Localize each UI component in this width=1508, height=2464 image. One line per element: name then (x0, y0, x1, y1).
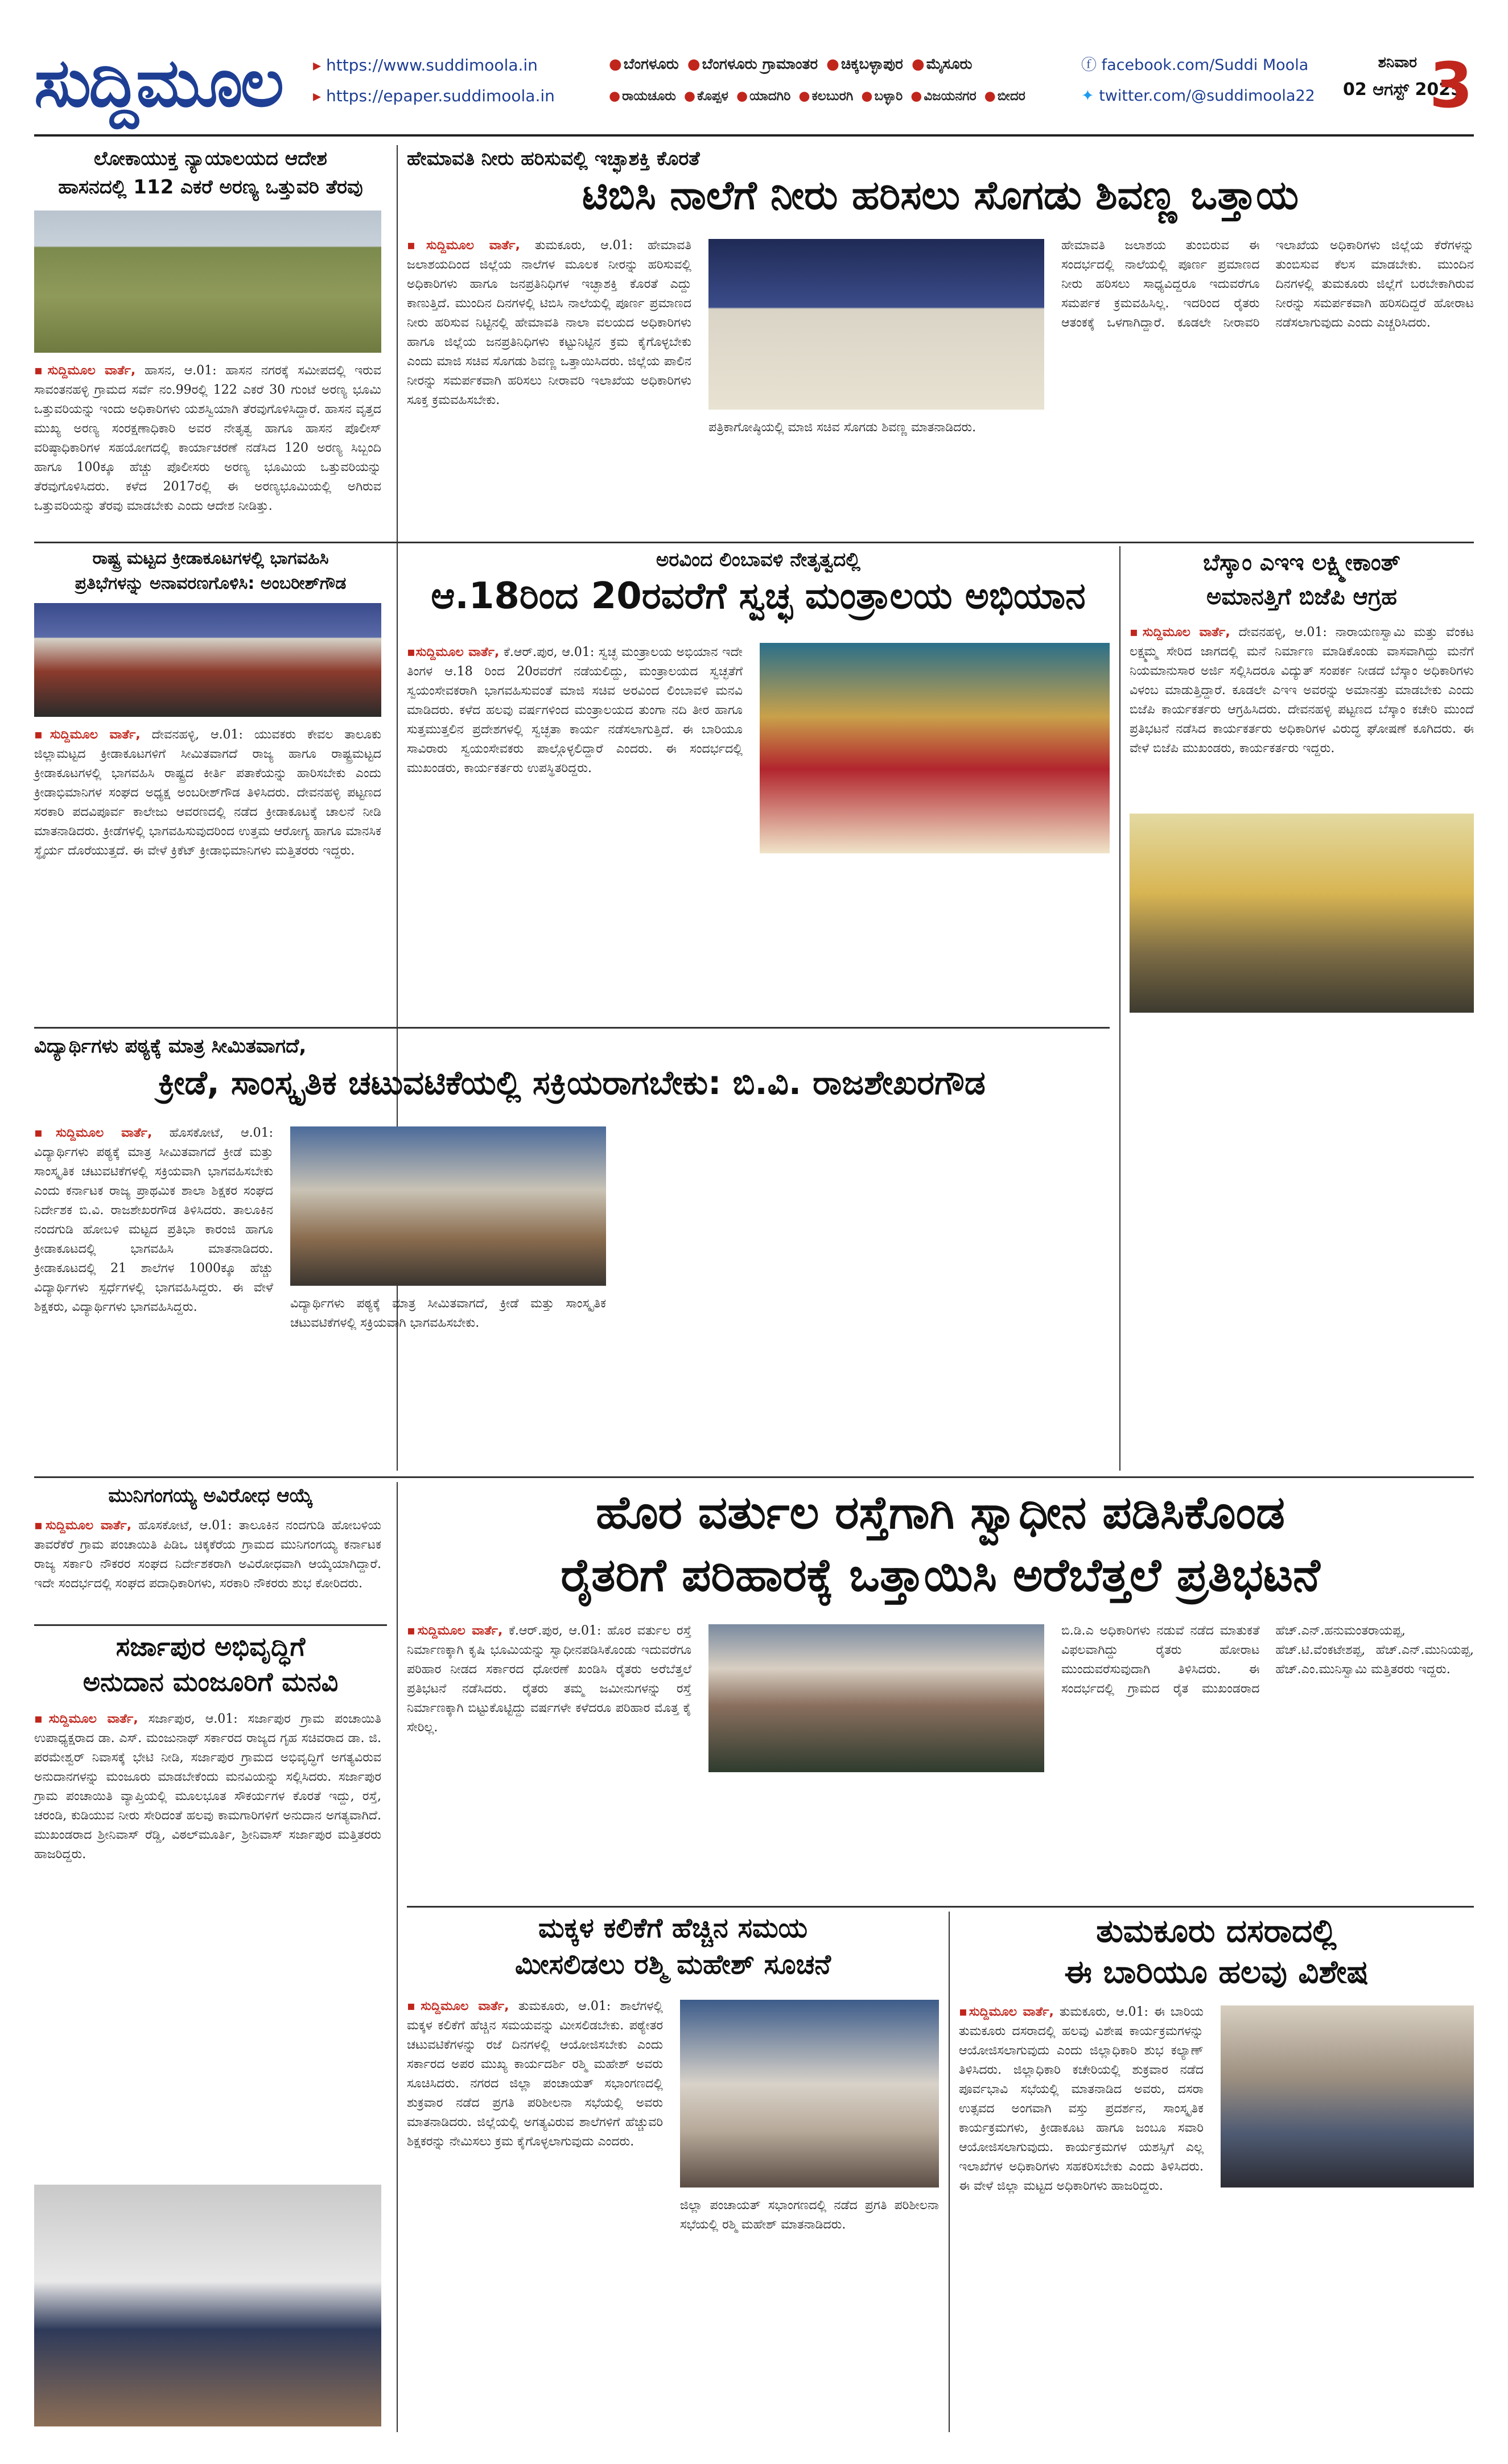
article-body: ▪ಸುದ್ದಿಮೂಲ ವಾರ್ತೆ, ತುಮಕೂರು, ಆ.01: ಹೇಮಾವತಿ ಜಲಾಶಯದಿಂದ ಜಿಲ್ಲೆಯ ನಾಲೆಗಳ ಮೂಲಕ ನೀರನ್ನು ಹರಿಸುವಲ್ಲಿ ಅಧಿಕಾರಿಗಳು ಹಾಗೂ ಜನಪ್ರತಿನಿಧಿಗಳ ಇಚ್ಛಾಶಕ್ತಿ ಕೊರತೆ ಎದ್ದು ಕಾಣುತ್ತಿದೆ. ಮುಂದಿನ ದಿನಗಳಲ್ಲಿ ಟಿಬಿಸಿ ನಾಲೆಯಲ್ಲಿ ಪೂರ್ಣ ಪ್ರಮಾಣದ ನೀರು ಹರಿಸುವ ನಿಟ್ಟಿನಲ್ಲಿ ಹೇಮಾವತಿ ನಾಲಾ ವಲಯದ ಅಧಿಕಾರಿಗಳು ಹಾಗೂ ಜಿಲ್ಲೆಯ ಜನಪ್ರತಿನಿಧಿಗಳು ಕಟ್ಟುನಿಟ್ಟಿನ ಕ್ರಮ ಕೈಗೊಳ್ಳಬೇಕು ಎಂದು ಮಾಜಿ ಸಚಿವ ಸೊಗಡು ಶಿವಣ್ಣ ಒತ್ತಾಯಿಸಿದರು. ಜಿಲ್ಲೆಯ ಪಾಲಿನ ನೀರನ್ನು ಸಮರ್ಪಕವಾಗಿ ಹರಿಸಲು ನೀರಾವರಿ ಇಲಾಖೆಯ ಅಧಿಕಾರಿಗಳು ಸೂಕ್ತ ಕ್ರಮವಹಿಸಬೇಕು. (407, 238, 691, 407)
page-number: 3 (1429, 49, 1473, 122)
article-title[interactable]: ಅಮಾನತ್ತಿಗೆ ಬಿಜೆಪಿ ಆಗ್ರಹ (1206, 584, 1397, 610)
bullet-icon: ● (984, 89, 996, 104)
article-body: ▪ಸುದ್ದಿಮೂಲ ವಾರ್ತೆ, ಕೆ.ಆರ್.ಪುರ, ಆ.01: ಹೊರ ವರ್ತುಲ ರಸ್ತೆ ನಿರ್ಮಾಣಕ್ಕಾಗಿ ಕೃಷಿ ಭೂಮಿಯನ್ನು ಸ್ವಾಧೀನಪಡಿಸಿಕೊಂಡು ಇದುವರೆಗೂ ಪರಿಹಾರ ನೀಡದ ಸರ್ಕಾರದ ಧೋರಣೆ ಖಂಡಿಸಿ ರೈತರು ಅರೆಬೆತ್ತಲೆ ಪ್ರತಿಭಟನೆ ನಡೆಸಿದರು. ರೈತರು ತಮ್ಮ ಜಮೀನುಗಳನ್ನು ರಸ್ತೆ ನಿರ್ಮಾಣಕ್ಕಾಗಿ ಬಿಟ್ಟುಕೊಟ್ಟಿದ್ದು ವರ್ಷಗಳೇ ಕಳೆದರೂ ಪರಿಹಾರ ಮೊತ್ತ ಕೈ ಸೇರಿಲ್ಲ. (407, 1624, 691, 1735)
article-ring-road (407, 1482, 1474, 1900)
article-sarjapura (34, 1630, 387, 2432)
article-photo (1221, 2005, 1474, 2188)
article-photo-caption: ಪತ್ರಿಕಾಗೋಷ್ಠಿಯಲ್ಲಿ ಮಾಜಿ ಸಚಿವ ಸೊಗಡು ಶಿವಣ್ಣ ಮಾತನಾಡಿದರು. (708, 420, 977, 435)
column-divider (397, 1482, 398, 2432)
issue-day: ಶನಿವಾರ (1378, 54, 1417, 71)
bullet-icon: ● (687, 56, 701, 73)
city-item[interactable]: ● ಬೆಂಗಳೂರು (609, 56, 679, 73)
article-title[interactable]: ಬೆಸ್ಕಾಂ ಎಇಇ ಲಕ್ಷ್ಮೀಕಾಂತ್ (1203, 550, 1400, 576)
bullet-icon: ● (861, 89, 873, 104)
article-cleanliness (407, 546, 1110, 1021)
article-photo-caption: ವಿದ್ಯಾರ್ಥಿಗಳು ಪಠ್ಯಕ್ಕೆ ಮಾತ್ರ ಸೀಮಿತವಾಗದೆ, ಕ್ರೀಡೆ ಮತ್ತು ಸಾಂಸ್ಕೃತಿಕ ಚಟುವಟಿಕೆಗಳಲ್ಲಿ ಸಕ್ರಿಯವಾಗಿ ಭಾಗವಹಿಸಬೇಕು. (290, 1297, 606, 1330)
article-body: ▪ಸುದ್ದಿಮೂಲ ವಾರ್ತೆ, ದೇವನಹಳ್ಳಿ, ಆ.01: ನಾರಾಯಣಸ್ವಾಮಿ ಮತ್ತು ವೆಂಕಟ ಲಕ್ಷ್ಮಮ್ಮ ಸೇರಿದ ಜಾಗದಲ್ಲಿ ಮನೆ ನಿರ್ಮಾಣ ಮಾಡಿಕೊಂಡು ವಾಸವಾಗಿದ್ದು ಮನೆಗೆ ನಿಯಮಾನುಸಾರ ಅರ್ಜಿ ಸಲ್ಲಿಸಿದರೂ ವಿದ್ಯುತ್ ಸಂಪರ್ಕ ನೀಡದೆ ಬೆಸ್ಕಾಂ ಅಧಿಕಾರಿಗಳು ವಿಳಂಬ ಮಾಡುತ್ತಿದ್ದಾರೆ. ಕೂಡಲೇ ಎಇಇ ಅವರನ್ನು ಅಮಾನತ್ತು ಮಾಡಬೇಕು ಎಂದು ಬಿಜೆಪಿ ಕಾರ್ಯಕರ್ತರು ಆಗ್ರಹಿಸಿದರು. ದೇವನಹಳ್ಳಿ ಪಟ್ಟಣದ ಬೆಸ್ಕಾಂ ಕಚೇರಿ ಮುಂದೆ ಪ್ರತಿಭಟನೆ ನಡೆಸಿದ ಕಾರ್ಯಕರ್ತರು ಅಧಿಕಾರಿಗಳ ವಿರುದ್ಧ ಘೋಷಣೆ ಕೂಗಿದರು. ಈ ವೇಳೆ ಬಿಜೆಪಿ ಮುಖಂಡರು, ಕಾರ್ಯಕರ್ತರು ಇದ್ದರು. (1130, 625, 1474, 756)
article-body: ▪ಸುದ್ದಿಮೂಲ ವಾರ್ತೆ, ಸರ್ಜಾಪುರ, ಆ.01: ಸರ್ಜಾಪುರ ಗ್ರಾಮ ಪಂಚಾಯಿತಿ ಉಪಾಧ್ಯಕ್ಷರಾದ ಡಾ. ಎಸ್. ಮಂಜುನಾಥ್ ಸರ್ಕಾರದ ರಾಜ್ಯದ ಗೃಹ ಸಚಿವರಾದ ಡಾ. ಜಿ. ಪರಮೇಶ್ವರ್ ನಿವಾಸಕ್ಕೆ ಭೇಟಿ ನೀಡಿ, ಸರ್ಜಾಪುರ ಗ್ರಾಮದ ಅಭಿವೃದ್ಧಿಗೆ ಅಗತ್ಯವಿರುವ ಅನುದಾನಗಳನ್ನು ಮಂಜೂರು ಮಾಡಬೇಕೆಂದು ಮನವಿಯನ್ನು ಸಲ್ಲಿಸಿದರು. ಸರ್ಜಾಪುರ ಗ್ರಾಮ ಪಂಚಾಯಿತಿ ವ್ಯಾಪ್ತಿಯಲ್ಲಿ ಮೂಲಭೂತ ಸೌಕರ್ಯಗಳ ಕೊರತೆ ಇದ್ದು, ರಸ್ತೆ, ಚರಂಡಿ, ಕುಡಿಯುವ ನೀರು ಸೇರಿದಂತೆ ಹಲವು ಕಾಮಗಾರಿಗಳಿಗೆ ಅನುದಾನ ಅಗತ್ಯವಾಗಿದೆ. ಮುಖಂಡರಾದ ಶ್ರೀನಿವಾಸ್ ರೆಡ್ಡಿ, ವಿಠಲ್‌ಮೂರ್ತಿ, ಶ್ರೀನಿವಾಸ್ ಸರ್ಜಾಪುರ ಮತ್ತಿತರರು ಹಾಜರಿದ್ದರು. (34, 1712, 382, 1862)
article-title[interactable]: ಅನುದಾನ ಮಂಜೂರಿಗೆ ಮನವಿ (83, 1666, 339, 1697)
article-dasara (959, 1912, 1474, 2432)
column-divider (949, 1912, 950, 2432)
section-divider (34, 1476, 1474, 1478)
article-photo (34, 211, 381, 353)
article-body-continued (623, 1124, 1110, 1465)
section-divider (34, 1624, 387, 1626)
article-children (407, 1912, 939, 2432)
byline: ▪ಸುದ್ದಿಮೂಲ ವಾರ್ತೆ, (34, 1126, 153, 1140)
article-body-continued (1130, 1021, 1474, 1465)
masthead (34, 23, 1474, 137)
article-body: ▪ಸುದ್ದಿಮೂಲ ವಾರ್ತೆ, ಹಾಸನ, ಆ.01: ಹಾಸನ ನಗರಕ್ಕೆ ಸಮೀಪದಲ್ಲಿ ಇರುವ ಸಾವಂತನಹಳ್ಳಿ ಗ್ರಾಮದ ಸರ್ವೆ ನಂ.99ರಲ್ಲಿ 122 ಎಕರೆ 30 ಗುಂಟೆ ಅರಣ್ಯ ಭೂಮಿ ಒತ್ತುವರಿಯನ್ನು ಇಂದು ಅಧಿಕಾರಿಗಳು ಯಶಸ್ವಿಯಾಗಿ ತೆರವುಗೊಳಿಸಿದ್ದಾರೆ. ಹಾಸನ ವೃತ್ತದ ಮುಖ್ಯ ಅರಣ್ಯ ಸಂರಕ್ಷಣಾಧಿಕಾರಿ ಅವರ ನೇತೃತ್ವ ಹಾಗೂ ಹಾಸನ ಪೊಲೀಸ್ ವರಿಷ್ಠಾಧಿಕಾರಿಗಳ ಸಹಯೋಗದಲ್ಲಿ ಕಾರ್ಯಾಚರಣೆ ನಡೆಸಿದ 120 ಅರಣ್ಯ ಸಿಬ್ಬಂದಿ ಹಾಗೂ 100ಕ್ಕೂ ಹೆಚ್ಚು ಪೊಲೀಸರು ಅರಣ್ಯ ಭೂಮಿಯ ಒತ್ತುವರಿಯನ್ನು ತೆರವುಗೊಳಿಸಿದರು. ಕಳೆದ 2017ರಲ್ಲಿ ಈ ಅರಣ್ಯಭೂಮಿಯಲ್ಲಿ ಅಗಿರುವ ಒತ್ತುವರಿಯನ್ನು ತೆರವು ಮಾಡಬೇಕು ಎಂದು ಆದೇಶ ನೀಡಿತ್ತು. (34, 364, 382, 513)
article-title[interactable]: ಮುನಿಗಂಗಯ್ಯ ಅವಿರೋಧ ಆಯ್ಕೆ (108, 1484, 313, 1507)
article-title[interactable]: ತುಮಕೂರು ದಸರಾದಲ್ಲಿ (1096, 1913, 1337, 1950)
article-photo (708, 1624, 1044, 1772)
article-body-continued: ಹೇಮಾವತಿ ಜಲಾಶಯ ತುಂಬಿರುವ ಈ ಸಂದರ್ಭದಲ್ಲಿ ನಾಲೆಯಲ್ಲಿ ಪೂರ್ಣ ಪ್ರಮಾಣದ ನೀರು ಹರಿಸಲು ಸಾಧ್ಯವಿದ್ದರೂ ಇದುವರೆಗೂ ಸಮರ್ಪಕ ಕ್ರಮವಹಿಸಿಲ್ಲ. ಇದರಿಂದ ರೈತರು ಆತಂಕಕ್ಕೆ ಒಳಗಾಗಿದ್ದಾರೆ. ಕೂಡಲೇ ನೀರಾವರಿ ಇಲಾಖೆಯ ಅಧಿಕಾರಿಗಳು ಜಿಲ್ಲೆಯ ಕೆರೆಗಳನ್ನು ತುಂಬಿಸುವ ಕೆಲಸ ಮಾಡಬೇಕು. ಮುಂದಿನ ದಿನಗಳಲ್ಲಿ ತುಮಕೂರು ಜಿಲ್ಲೆಗೆ ಬರಬೇಕಾಗಿರುವ ನೀರನ್ನು ಸಮರ್ಪಕವಾಗಿ ಹರಿಸದಿದ್ದರೆ ಹೋರಾಟ ನಡೆಸಲಾಗುವುದು ಎಂದು ಎಚ್ಚರಿಸಿದರು. (1061, 238, 1474, 330)
article-title[interactable]: ಟಿಬಿಸಿ ನಾಲೆಗೆ ನೀರು ಹರಿಸಲು ಸೊಗಡು ಶಿವಣ್ಣ ಒತ್ತಾಯ (582, 172, 1299, 218)
cities-row-2 (609, 80, 1076, 112)
article-lokayukta (34, 145, 387, 538)
website-link[interactable]: https://www.suddimoola.in (326, 56, 538, 75)
article-title[interactable]: ಹಾಸನದಲ್ಲಿ 112 ಎಕರೆ ಅರಣ್ಯ ಒತ್ತುವರಿ ತೆರವು (58, 176, 363, 199)
article-body: ▪ಸುದ್ದಿಮೂಲ ವಾರ್ತೆ, ತುಮಕೂರು, ಆ.01: ಶಾಲೆಗಳಲ್ಲಿ ಮಕ್ಕಳ ಕಲಿಕೆಗೆ ಹೆಚ್ಚಿನ ಸಮಯವನ್ನು ಮೀಸಲಿಡಬೇಕು. ಪಠ್ಯೇತರ ಚಟುವಟಿಕೆಗಳನ್ನು ರಜೆ ದಿನಗಳಲ್ಲಿ ಆಯೋಜಿಸಬೇಕು ಎಂದು ಸರ್ಕಾರದ ಅಪರ ಮುಖ್ಯ ಕಾರ್ಯದರ್ಶಿ ರಶ್ಮಿ ಮಹೇಶ್ ಅವರು ಸೂಚಿಸಿದರು. ನಗರದ ಜಿಲ್ಲಾ ಪಂಚಾಯತ್ ಸಭಾಂಗಣದಲ್ಲಿ ಶುಕ್ರವಾರ ನಡೆದ ಪ್ರಗತಿ ಪರಿಶೀಲನಾ ಸಭೆಯಲ್ಲಿ ಅವರು ಮಾತನಾಡಿದರು. ಜಿಲ್ಲೆಯಲ್ಲಿ ಅಗತ್ಯವಿರುವ ಶಾಲೆಗಳಿಗೆ ಹೆಚ್ಚುವರಿ ಶಿಕ್ಷಕರನ್ನು ನೇಮಿಸಲು ಕ್ರಮ ಕೈಗೊಳ್ಳಲಾಗುವುದು ಎಂದರು. (407, 1999, 663, 2149)
bullet-icon: ● (826, 56, 839, 73)
article-body: ▪ಸುದ್ದಿಮೂಲ ವಾರ್ತೆ, ಕೆ.ಆರ್.ಪುರ, ಆ.01: ಸ್ವಚ್ಛ ಮಂತ್ರಾಲಯ ಅಭಿಯಾನ ಇದೇ ತಿಂಗಳ ಆ.18 ರಿಂದ 20ರವರೆಗೆ ನಡೆಯಲಿದ್ದು, ಮಂತ್ರಾಲಯದ ಸ್ವಚ್ಛತೆಗೆ ಸ್ವಯಂಸೇವಕರಾಗಿ ಭಾಗವಹಿಸುವಂತೆ ಮಾಜಿ ಸಚಿವ ಅರವಿಂದ ಲಿಂಬಾವಳಿ ಮನವಿ ಮಾಡಿದರು. ಕಳೆದ ಹಲವು ವರ್ಷಗಳಿಂದ ಮಂತ್ರಾಲಯದ ತುಂಗಾ ನದಿ ತೀರ ಹಾಗೂ ಸುತ್ತಮುತ್ತಲಿನ ಪ್ರದೇಶಗಳಲ್ಲಿ ಸ್ವಚ್ಛತಾ ಕಾರ್ಯ ನಡೆಸಲಾಗುತ್ತಿದೆ. ಈ ಬಾರಿಯೂ ಸಾವಿರಾರು ಸ್ವಯಂಸೇವಕರು ಪಾಲ್ಗೊಳ್ಳಲಿದ್ದಾರೆ ಎಂದರು. ಈ ಸಂದರ್ಭದಲ್ಲಿ ಮುಖಂಡರು, ಕಾರ್ಯಕರ್ತರು ಉಪಸ್ಥಿತರಿದ್ದರು. (407, 645, 743, 775)
article-body-middle (708, 1781, 1044, 1895)
article-munigangaiah (34, 1482, 387, 1619)
article-title[interactable]: ಸರ್ಜಾಪುರ ಅಭಿವೃದ್ಧಿಗೆ (116, 1631, 306, 1662)
article-body-continued: ಬಿ.ಡಿ.ಎ ಅಧಿಕಾರಿಗಳು ನಡುವೆ ನಡೆದ ಮಾತುಕತೆ ವಿಫಲವಾಗಿದ್ದು ರೈತರು ಹೋರಾಟ ಮುಂದುವರೆಸುವುದಾಗಿ ತಿಳಿಸಿದರು. ಈ ಸಂದರ್ಭದಲ್ಲಿ ಗ್ರಾಮದ ರೈತ ಮುಖಂಡರಾದ ಹೆಚ್.ಎನ್.ಹನುಮಂತರಾಯಪ್ಪ, ಹೆಚ್.ಟಿ.ವೆಂಕಟೇಶಪ್ಪ, ಹೆಚ್.ಎನ್.ಮುನಿಯಪ್ಪ, ಹೆಚ್.ಎಂ.ಮುನಿಸ್ವಾಮಿ ಮತ್ತಿತರರು ಇದ್ದರು. (1061, 1624, 1474, 1696)
article-kicker: ಹೇಮಾವತಿ ನೀರು ಹರಿಸುವಲ್ಲಿ ಇಚ್ಛಾಶಕ್ತಿ ಕೊರತೆ (407, 147, 700, 170)
article-students (34, 1033, 1110, 1471)
bullet-icon: ● (910, 89, 922, 104)
article-photo (1130, 814, 1474, 1013)
article-kicker: ಅರವಿಂದ ಲಿಂಬಾವಳಿ ನೇತೃತ್ವದಲ್ಲಿ (656, 548, 861, 571)
city-item[interactable]: ● ಮೈಸೂರು (912, 56, 973, 73)
section-divider (407, 1906, 1474, 1908)
byline: ▪ಸುದ್ದಿಮೂಲ ವಾರ್ತೆ, (34, 728, 141, 742)
facebook-icon: ⓕ (1081, 56, 1102, 74)
city-item[interactable]: ● ಕೊಪ್ಪಳ (683, 89, 728, 104)
article-title[interactable]: ಪ್ರತಿಭೆಗಳನ್ನು ಅನಾವರಣಗೊಳಿಸಿ: ಅಂಬರೀಶ್‌ಗೌಡ (75, 573, 347, 593)
article-hemavathi (407, 145, 1474, 538)
article-photo (34, 2185, 381, 2426)
article-body-continued (1221, 2196, 1474, 2426)
twitter-link[interactable]: twitter.com/@suddimoola22 (1099, 87, 1315, 105)
article-photo-caption: ಜಿಲ್ಲಾ ಪಂಚಾಯತ್ ಸಭಾಂಗಣದಲ್ಲಿ ನಡೆದ ಪ್ರಗತಿ ಪರಿಶೀಲನಾ ಸಭೆಯಲ್ಲಿ ರಶ್ಮಿ ಮಹೇಶ್ ಮಾತನಾಡಿದರು. (680, 2198, 939, 2232)
byline: ▪ಸುದ್ದಿಮೂಲ ವಾರ್ತೆ, (407, 1624, 503, 1638)
byline: ▪ಸುದ್ದಿಮೂಲ ವಾರ್ತೆ, (407, 238, 520, 253)
bullet-icon: ● (683, 89, 695, 104)
section-divider (34, 542, 1474, 543)
bullet-icon: ● (912, 56, 925, 73)
epaper-link[interactable]: https://epaper.suddimoola.in (326, 86, 555, 105)
column-divider (1119, 546, 1120, 1471)
article-title[interactable]: ಈ ಬಾರಿಯೂ ಹಲವು ವಿಶೇಷ (1064, 1954, 1369, 1991)
article-bescom (1130, 546, 1474, 1471)
article-sports (34, 546, 387, 1021)
link-arrow-icon: ▸ (313, 86, 326, 105)
byline: ▪ಸುದ್ದಿಮೂಲ ವಾರ್ತೆ, (34, 364, 136, 378)
byline: ▪ಸುದ್ದಿಮೂಲ ವಾರ್ತೆ, (407, 1999, 509, 2013)
byline: ▪ಸುದ್ದಿಮೂಲ ವಾರ್ತೆ, (959, 2005, 1054, 2019)
article-title[interactable]: ಲೋಕಾಯುಕ್ತ ನ್ಯಾಯಾಲಯದ ಆದೇಶ (94, 147, 327, 170)
article-body-continued (760, 862, 1110, 1016)
social-links (1081, 50, 1343, 124)
article-title[interactable]: ಮಕ್ಕಳ ಕಲಿಕೆಗೆ ಹೆಚ್ಚಿನ ಸಮಯ (538, 1912, 807, 1944)
issue-date: 02 ಆಗಸ್ಟ್ 2025 (1343, 80, 1462, 100)
website-links (313, 50, 609, 124)
byline: ▪ಸುದ್ದಿಮೂಲ ವಾರ್ತೆ, (407, 645, 500, 659)
facebook-link[interactable]: facebook.com/Suddi Moola (1101, 56, 1309, 74)
city-item[interactable]: ● ಚಿಕ್ಕಬಳ್ಳಾಪುರ (826, 56, 903, 73)
city-item[interactable]: ● ಬಳ್ಳಾರಿ (861, 89, 903, 104)
article-title[interactable]: ರಾಷ್ಟ್ರ ಮಟ್ಟದ ಕ್ರೀಡಾಕೂಟಗಳಲ್ಲಿ ಭಾಗವಹಿಸಿ (92, 548, 329, 568)
article-photo (680, 2000, 939, 2188)
city-item[interactable]: ● ಬೀದರ (984, 89, 1025, 104)
byline: ▪ಸುದ್ದಿಮೂಲ ವಾರ್ತೆ, (34, 1518, 132, 1533)
section-divider (34, 1027, 1110, 1029)
bullet-icon: ● (609, 56, 622, 73)
cities-row-1 (609, 48, 1076, 80)
article-photo (34, 603, 381, 717)
bullet-icon: ● (798, 89, 810, 104)
article-title[interactable]: ಮೀಸಲಿಡಲು ರಶ್ಮಿ ಮಹೇಶ್ ಸೂಚನೆ (514, 1949, 831, 1980)
city-item[interactable]: ● ರಾಯಚೂರು (609, 89, 676, 104)
link-arrow-icon: ▸ (313, 56, 326, 75)
city-item[interactable]: ● ಬೆಂಗಳೂರು ಗ್ರಾಮಾಂತರ (687, 56, 818, 73)
article-body: ▪ಸುದ್ದಿಮೂಲ ವಾರ್ತೆ, ತುಮಕೂರು, ಆ.01: ಈ ಬಾರಿಯ ತುಮಕೂರು ದಸರಾದಲ್ಲಿ ಹಲವು ವಿಶೇಷ ಕಾರ್ಯಕ್ರಮಗಳನ್ನು ಆಯೋಜಿಸಲಾಗುವುದು ಎಂದು ಜಿಲ್ಲಾಧಿಕಾರಿ ಶುಭ ಕಲ್ಯಾಣ್ ತಿಳಿಸಿದರು. ಜಿಲ್ಲಾಧಿಕಾರಿ ಕಚೇರಿಯಲ್ಲಿ ಶುಕ್ರವಾರ ನಡೆದ ಪೂರ್ವಭಾವಿ ಸಭೆಯಲ್ಲಿ ಮಾತನಾಡಿದ ಅವರು, ದಸರಾ ಉತ್ಸವದ ಅಂಗವಾಗಿ ವಸ್ತು ಪ್ರದರ್ಶನ, ಸಾಂಸ್ಕೃತಿಕ ಕಾರ್ಯಕ್ರಮಗಳು, ಕ್ರೀಡಾಕೂಟ ಹಾಗೂ ಜಂಬೂ ಸವಾರಿ ಆಯೋಜಿಸಲಾಗುವುದು. ಕಾರ್ಯಕ್ರಮಗಳ ಯಶಸ್ಸಿಗೆ ಎಲ್ಲ ಇಲಾಖೆಗಳ ಅಧಿಕಾರಿಗಳು ಸಹಕರಿಸಬೇಕು ಎಂದು ತಿಳಿಸಿದರು. ಈ ವೇಳೆ ಜಿಲ್ಲಾ ಮಟ್ಟದ ಅಧಿಕಾರಿಗಳು ಹಾಜರಿದ್ದರು. (959, 2005, 1204, 2193)
article-title[interactable]: ರೈತರಿಗೆ ಪರಿಹಾರಕ್ಕೆ ಒತ್ತಾಯಿಸಿ ಅರೆಬೆತ್ತಲೆ ಪ್ರತಿಭಟನೆ (561, 1549, 1320, 1602)
city-editions (609, 48, 1076, 122)
article-body: ▪ಸುದ್ದಿಮೂಲ ವಾರ್ತೆ, ದೇವನಹಳ್ಳಿ, ಆ.01: ಯುವಕರು ಕೇವಲ ತಾಲೂಕು ಜಿಲ್ಲಾಮಟ್ಟದ ಕ್ರೀಡಾಕೂಟಗಳಿಗೆ ಸೀಮಿತವಾಗದೆ ರಾಜ್ಯ ಹಾಗೂ ರಾಷ್ಟ್ರಮಟ್ಟದ ಕ್ರೀಡಾಕೂಟಗಳಲ್ಲಿ ಭಾಗವಹಿಸಿ ರಾಷ್ಟ್ರದ ಕೀರ್ತಿ ಪತಾಕೆಯನ್ನು ಹಾರಿಸಬೇಕು ಎಂದು ಕ್ರೀಡಾಭಿಮಾನಿಗಳ ಸಂಘದ ಅಧ್ಯಕ್ಷ ಅಂಬರೀಶ್‌ಗೌಡ ತಿಳಿಸಿದರು. ದೇವನಹಳ್ಳಿ ಪಟ್ಟಣದ ಸರಕಾರಿ ಪದವಿಪೂರ್ವ ಕಾಲೇಜು ಆವರಣದಲ್ಲಿ ನಡೆದ ಕ್ರೀಡಾಕೂಟಕ್ಕೆ ಚಾಲನೆ ನೀಡಿ ಮಾತನಾಡಿದರು. ಕ್ರೀಡೆಗಳಲ್ಲಿ ಭಾಗವಹಿಸುವುದರಿಂದ ಉತ್ತಮ ಆರೋಗ್ಯ ಹಾಗೂ ಮಾನಸಿಕ ಸ್ಥೈರ್ಯ ದೊರೆಯುತ್ತದೆ. ಈ ವೇಳೆ ಕ್ರಿಕೆಟ್ ಕ್ರೀಡಾಭಿಮಾನಿಗಳು ಮತ್ತಿತರರು ಇದ್ದರು. (34, 728, 382, 858)
newspaper-logo[interactable]: ಸುದ್ದಿಮೂಲ (34, 43, 282, 122)
article-body: ▪ಸುದ್ದಿಮೂಲ ವಾರ್ತೆ, ಹೊಸಕೋಟೆ, ಆ.01: ತಾಲೂಕಿನ ನಂದಗುಡಿ ಹೋಬಳಿಯ ತಾವರೆಕೆರೆ ಗ್ರಾಮ ಪಂಚಾಯಿತಿ ಪಿಡಿಒ ಚಿಕ್ಕಕೆರೆಯ ಗ್ರಾಮದ ಮುನಿಗಂಗಯ್ಯ ಕರ್ನಾಟಕ ರಾಜ್ಯ ಸರ್ಕಾರಿ ನೌಕರರ ಸಂಘದ ನಿರ್ದೇಶಕರಾಗಿ ಅವಿರೋಧವಾಗಿ ಆಯ್ಕೆಯಾಗಿದ್ದಾರೆ. ಇದೇ ಸಂದರ್ಭದಲ್ಲಿ ಸಂಘದ ಪದಾಧಿಕಾರಿಗಳು, ಸರಕಾರಿ ನೌಕರರು ಶುಭ ಕೋರಿದರು. (34, 1518, 382, 1591)
city-item[interactable]: ● ಯಾದಗಿರಿ (736, 89, 791, 104)
byline: ▪ಸುದ್ದಿಮೂಲ ವಾರ್ತೆ, (34, 1712, 138, 1726)
article-title[interactable]: ಹೊರ ವರ್ತುಲ ರಸ್ತೆಗಾಗಿ ಸ್ವಾಧೀನ ಪಡಿಸಿಕೊಂಡ (595, 1486, 1285, 1539)
city-item[interactable]: ● ಕಲಬುರಗಿ (798, 89, 854, 104)
twitter-icon: ✦ (1081, 87, 1099, 105)
article-body: ▪ಸುದ್ದಿಮೂಲ ವಾರ್ತೆ, ಹೊಸಕೋಟೆ, ಆ.01: ವಿದ್ಯಾರ್ಥಿಗಳು ಪಠ್ಯಕ್ಕೆ ಮಾತ್ರ ಸೀಮಿತವಾಗದೆ ಕ್ರೀಡೆ ಮತ್ತು ಸಾಂಸ್ಕೃತಿಕ ಚಟುವಟಿಕೆಗಳಲ್ಲಿ ಸಕ್ರಿಯವಾಗಿ ಭಾಗವಹಿಸಬೇಕು ಎಂದು ಕರ್ನಾಟಕ ರಾಜ್ಯ ಪ್ರಾಥಮಿಕ ಶಾಲಾ ಶಿಕ್ಷಕರ ಸಂಘದ ನಿರ್ದೇಶಕ ಬಿ.ವಿ. ರಾಜಶೇಖರಗೌಡ ತಿಳಿಸಿದರು. ತಾಲೂಕಿನ ನಂದಗುಡಿ ಹೋಬಳಿ ಮಟ್ಟದ ಪ್ರತಿಭಾ ಕಾರಂಜಿ ಹಾಗೂ ಕ್ರೀಡಾಕೂಟದಲ್ಲಿ ಭಾಗವಹಿಸಿ ಮಾತನಾಡಿದರು. ಕ್ರೀಡಾಕೂಟದಲ್ಲಿ 21 ಶಾಲೆಗಳ 1000ಕ್ಕೂ ಹೆಚ್ಚು ವಿದ್ಯಾರ್ಥಿಗಳು ಸ್ಪರ್ಧೆಗಳಲ್ಲಿ ಭಾಗವಹಿಸಿದ್ದರು. ಈ ವೇಳೆ ಶಿಕ್ಷಕರು, ವಿದ್ಯಾರ್ಥಿಗಳು ಭಾಗವಹಿಸಿದ್ದರು. (34, 1126, 273, 1314)
article-photo (760, 643, 1110, 853)
bullet-icon: ● (609, 89, 621, 104)
issue-date-block (1343, 54, 1462, 128)
article-photo (708, 239, 1044, 410)
article-title[interactable]: ಕ್ರೀಡೆ, ಸಾಂಸ್ಕೃತಿಕ ಚಟುವಟಿಕೆಯಲ್ಲಿ ಸಕ್ರಿಯರಾಗಬೇಕು: ಬಿ.ವಿ. ರಾಜಶೇಖರಗೌಡ (158, 1063, 986, 1102)
article-photo (290, 1126, 606, 1286)
byline: ▪ಸುದ್ದಿಮೂಲ ವಾರ್ತೆ, (1130, 625, 1230, 639)
article-title[interactable]: ಆ.18ರಿಂದ 20ರವರೆಗೆ ಸ್ವಚ್ಛ ಮಂತ್ರಾಲಯ ಅಭಿಯಾನ (431, 575, 1086, 617)
city-item[interactable]: ● ವಿಜಯನಗರ (910, 89, 977, 104)
bullet-icon: ● (736, 89, 748, 104)
article-kicker: ವಿದ್ಯಾರ್ಥಿಗಳು ಪಠ್ಯಕ್ಕೆ ಮಾತ್ರ ಸೀಮಿತವಾಗದೆ, (34, 1035, 307, 1058)
